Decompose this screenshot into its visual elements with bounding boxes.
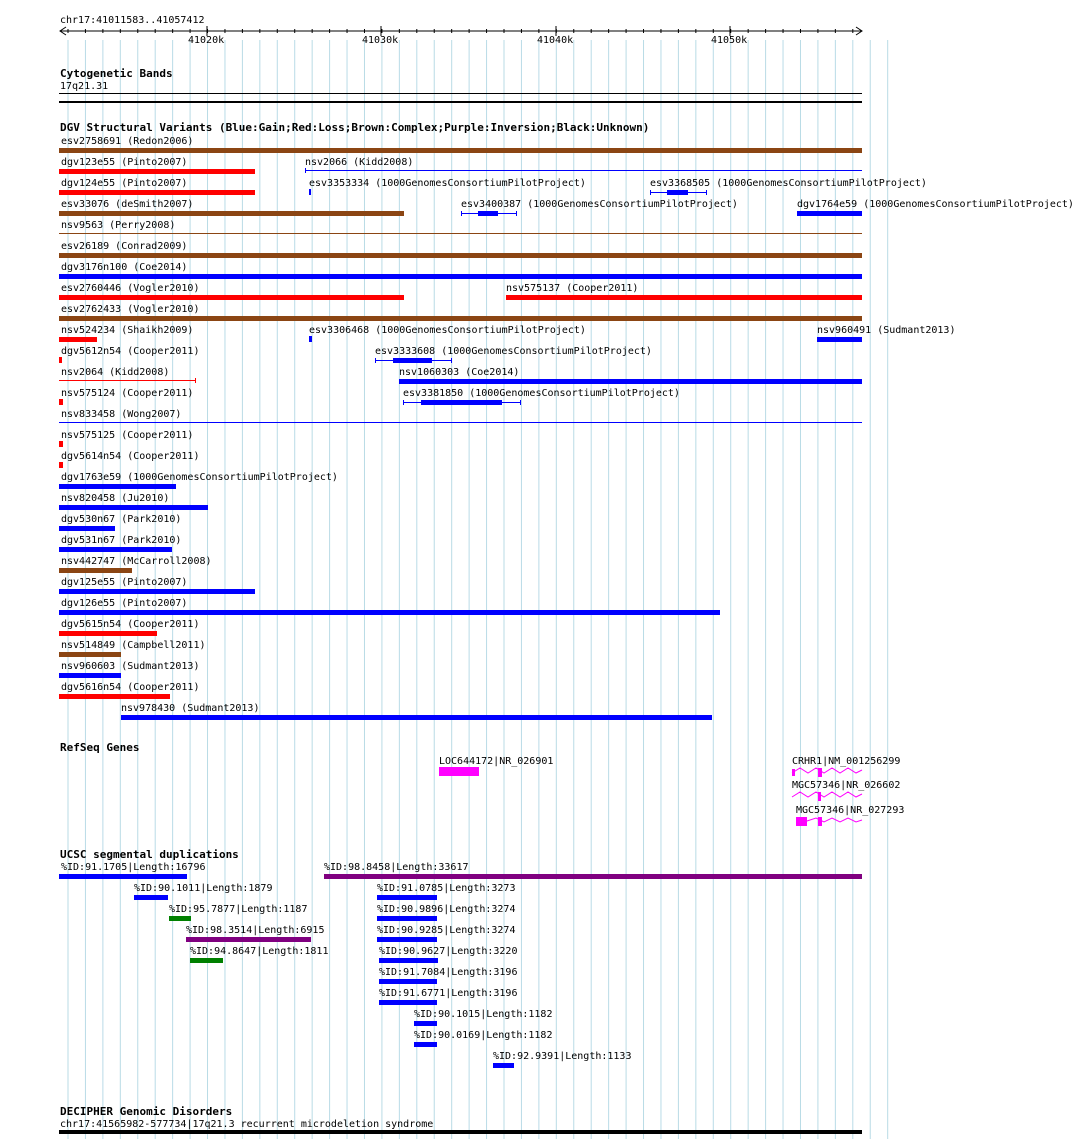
dgv-feature-label[interactable]: nsv960603 (Sudmant2013) xyxy=(61,661,200,672)
dgv-feature-label[interactable]: esv3381850 (1000GenomesConsortiumPilotProject) xyxy=(403,388,680,399)
gene-exon-mgc57346-a xyxy=(818,792,821,801)
ruler-tick-label: 41050k xyxy=(711,35,748,46)
dgv-feature-label[interactable]: dgv1763e59 (1000GenomesConsortiumPilotProject) xyxy=(61,472,338,483)
dgv-feature-label[interactable]: dgv3176n100 (Coe2014) xyxy=(61,262,188,273)
dgv-feature-label[interactable]: nsv833458 (Wong2007) xyxy=(61,409,182,420)
dgv-feature-label[interactable]: dgv531n67 (Park2010) xyxy=(61,535,182,546)
dgv-feature-label[interactable]: esv2758691 (Redon2006) xyxy=(61,136,194,147)
segdup-feature-bar[interactable] xyxy=(414,1042,437,1047)
segdup-feature-bar[interactable] xyxy=(414,1021,437,1026)
dgv-feature-label[interactable]: dgv1764e59 (1000GenomesConsortiumPilotProject) xyxy=(797,199,1074,210)
segdup-feature-label[interactable]: %ID:95.7877|Length:1187 xyxy=(169,904,308,915)
dgv-feature-label[interactable]: nsv960491 (Sudmant2013) xyxy=(817,325,956,336)
track-title-decipher: DECIPHER Genomic Disorders xyxy=(60,1105,233,1118)
dgv-feature-label[interactable]: esv3333608 (1000GenomesConsortiumPilotProject) xyxy=(375,346,652,357)
gene-exon-loc644172 xyxy=(439,767,479,776)
segdup-feature-bar[interactable] xyxy=(377,916,437,921)
gene-exon-crhr1 xyxy=(792,769,795,776)
gene-intron-mgc57346-b xyxy=(807,818,862,822)
refseq-gene-label[interactable]: MGC57346|NR_026602 xyxy=(792,780,901,791)
segdup-feature-bar[interactable] xyxy=(377,937,437,942)
segdup-feature-bar[interactable] xyxy=(186,937,311,942)
segdup-feature-label[interactable]: %ID:91.0785|Length:3273 xyxy=(377,883,516,894)
ruler-tick-label: 41020k xyxy=(188,35,225,46)
cytoband-label[interactable]: 17q21.31 xyxy=(60,81,109,92)
dgv-feature-label[interactable]: nsv2064 (Kidd2008) xyxy=(61,367,170,378)
dgv-feature-label[interactable]: nsv514849 (Campbell2011) xyxy=(61,640,206,651)
gene-exon-crhr1-2 xyxy=(818,768,822,777)
dgv-feature-label[interactable]: nsv978430 (Sudmant2013) xyxy=(121,703,260,714)
dgv-feature-label[interactable]: dgv126e55 (Pinto2007) xyxy=(61,598,188,609)
segdup-feature-label[interactable]: %ID:90.9627|Length:3220 xyxy=(379,946,518,957)
dgv-feature-label[interactable]: esv26189 (Conrad2009) xyxy=(61,241,188,252)
segdup-feature-label[interactable]: %ID:90.9896|Length:3274 xyxy=(377,904,516,915)
dgv-feature-label[interactable]: dgv5616n54 (Cooper2011) xyxy=(61,682,200,693)
refseq-gene-label[interactable]: CRHR1|NM_001256299 xyxy=(792,756,901,767)
segdup-feature-label[interactable]: %ID:90.1011|Length:1879 xyxy=(134,883,273,894)
dgv-feature-label[interactable]: esv2762433 (Vogler2010) xyxy=(61,304,200,315)
segdup-feature-bar[interactable] xyxy=(59,874,187,879)
segdup-feature-label[interactable]: %ID:91.7084|Length:3196 xyxy=(379,967,518,978)
dgv-feature-label[interactable]: esv3306468 (1000GenomesConsortiumPilotProject) xyxy=(309,325,586,336)
gene-exon-mgc57346-b2 xyxy=(818,817,822,826)
segdup-feature-label[interactable]: %ID:90.0169|Length:1182 xyxy=(414,1030,553,1041)
dgv-feature-label[interactable]: dgv5615n54 (Cooper2011) xyxy=(61,619,200,630)
dgv-feature-label[interactable]: esv3368505 (1000GenomesConsortiumPilotProject) xyxy=(650,178,927,189)
dgv-feature-label[interactable]: nsv442747 (McCarroll2008) xyxy=(61,556,212,567)
gene-exon-mgc57346-b xyxy=(796,817,807,826)
ruler-tick-label: 41040k xyxy=(537,35,574,46)
dgv-feature-label[interactable]: esv2760446 (Vogler2010) xyxy=(61,283,200,294)
refseq-gene-label[interactable]: MGC57346|NR_027293 xyxy=(796,805,905,816)
track-title-segmental-duplications: UCSC segmental duplications xyxy=(60,848,239,861)
segdup-feature-label[interactable]: %ID:98.3514|Length:6915 xyxy=(186,925,325,936)
segdup-feature-bar[interactable] xyxy=(169,916,191,921)
segdup-feature-bar[interactable] xyxy=(379,958,438,963)
dgv-feature-label[interactable]: esv33076 (deSmith2007) xyxy=(61,199,194,210)
segdup-feature-bar[interactable] xyxy=(379,1000,437,1005)
segdup-feature-bar[interactable] xyxy=(379,979,437,984)
segdup-feature-label[interactable]: %ID:91.1705|Length:16796 xyxy=(61,862,206,873)
segdup-feature-label[interactable]: %ID:90.1015|Length:1182 xyxy=(414,1009,553,1020)
dgv-feature-label[interactable]: dgv5612n54 (Cooper2011) xyxy=(61,346,200,357)
segdup-feature-label[interactable]: %ID:92.9391|Length:1133 xyxy=(493,1051,632,1062)
segdup-feature-label[interactable]: %ID:94.8647|Length:1811 xyxy=(190,946,329,957)
segdup-feature-bar[interactable] xyxy=(324,874,862,879)
segdup-feature-bar[interactable] xyxy=(134,895,168,900)
segdup-feature-label[interactable]: %ID:98.8458|Length:33617 xyxy=(324,862,469,873)
ruler-tick-label: 41030k xyxy=(362,35,399,46)
segdup-feature-label[interactable]: %ID:90.9285|Length:3274 xyxy=(377,925,516,936)
refseq-gene-label[interactable]: LOC644172|NR_026901 xyxy=(439,756,554,767)
segdup-feature-bar[interactable] xyxy=(493,1063,514,1068)
track-title-dgv: DGV Structural Variants (Blue:Gain;Red:Loss;Brown:Complex;Purple:Inversion;Black:Unknown) xyxy=(60,121,650,134)
dgv-feature-label[interactable]: nsv575124 (Cooper2011) xyxy=(61,388,194,399)
dgv-feature-label[interactable]: dgv124e55 (Pinto2007) xyxy=(61,178,188,189)
dgv-feature-label[interactable]: nsv575137 (Cooper2011) xyxy=(506,283,639,294)
gene-intron-crhr1 xyxy=(792,768,862,773)
dgv-feature-label[interactable]: nsv575125 (Cooper2011) xyxy=(61,430,194,441)
dgv-feature-label[interactable]: nsv2066 (Kidd2008) xyxy=(305,157,414,168)
track-title-refseq-genes: RefSeq Genes xyxy=(60,741,140,754)
decipher-feature-label[interactable]: chr17:41565982-577734|17q21.3 recurrent microdeletion syndrome xyxy=(60,1119,434,1130)
segdup-feature-bar[interactable] xyxy=(377,895,437,900)
segdup-feature-label[interactable]: %ID:91.6771|Length:3196 xyxy=(379,988,518,999)
dgv-feature-label[interactable]: dgv123e55 (Pinto2007) xyxy=(61,157,188,168)
track-title-cytogenetic-bands: Cytogenetic Bands xyxy=(60,67,173,80)
dgv-feature-label[interactable]: dgv125e55 (Pinto2007) xyxy=(61,577,188,588)
dgv-feature-label[interactable]: esv3400387 (1000GenomesConsortiumPilotProject) xyxy=(461,199,738,210)
dgv-feature-label[interactable]: nsv1060303 (Coe2014) xyxy=(399,367,520,378)
dgv-feature-label[interactable]: nsv820458 (Ju2010) xyxy=(61,493,170,504)
dgv-feature-label[interactable]: nsv9563 (Perry2008) xyxy=(61,220,176,231)
segdup-feature-bar[interactable] xyxy=(190,958,223,963)
dgv-feature-label[interactable]: esv3353334 (1000GenomesConsortiumPilotProject) xyxy=(309,178,586,189)
dgv-feature-label[interactable]: dgv530n67 (Park2010) xyxy=(61,514,182,525)
location-label: chr17:41011583..41057412 xyxy=(60,15,205,26)
dgv-feature-label[interactable]: nsv524234 (Shaikh2009) xyxy=(61,325,194,336)
gene-intron-mgc57346-a xyxy=(792,792,862,797)
decipher-feature-bar[interactable] xyxy=(59,1130,862,1134)
dgv-feature-label[interactable]: dgv5614n54 (Cooper2011) xyxy=(61,451,200,462)
